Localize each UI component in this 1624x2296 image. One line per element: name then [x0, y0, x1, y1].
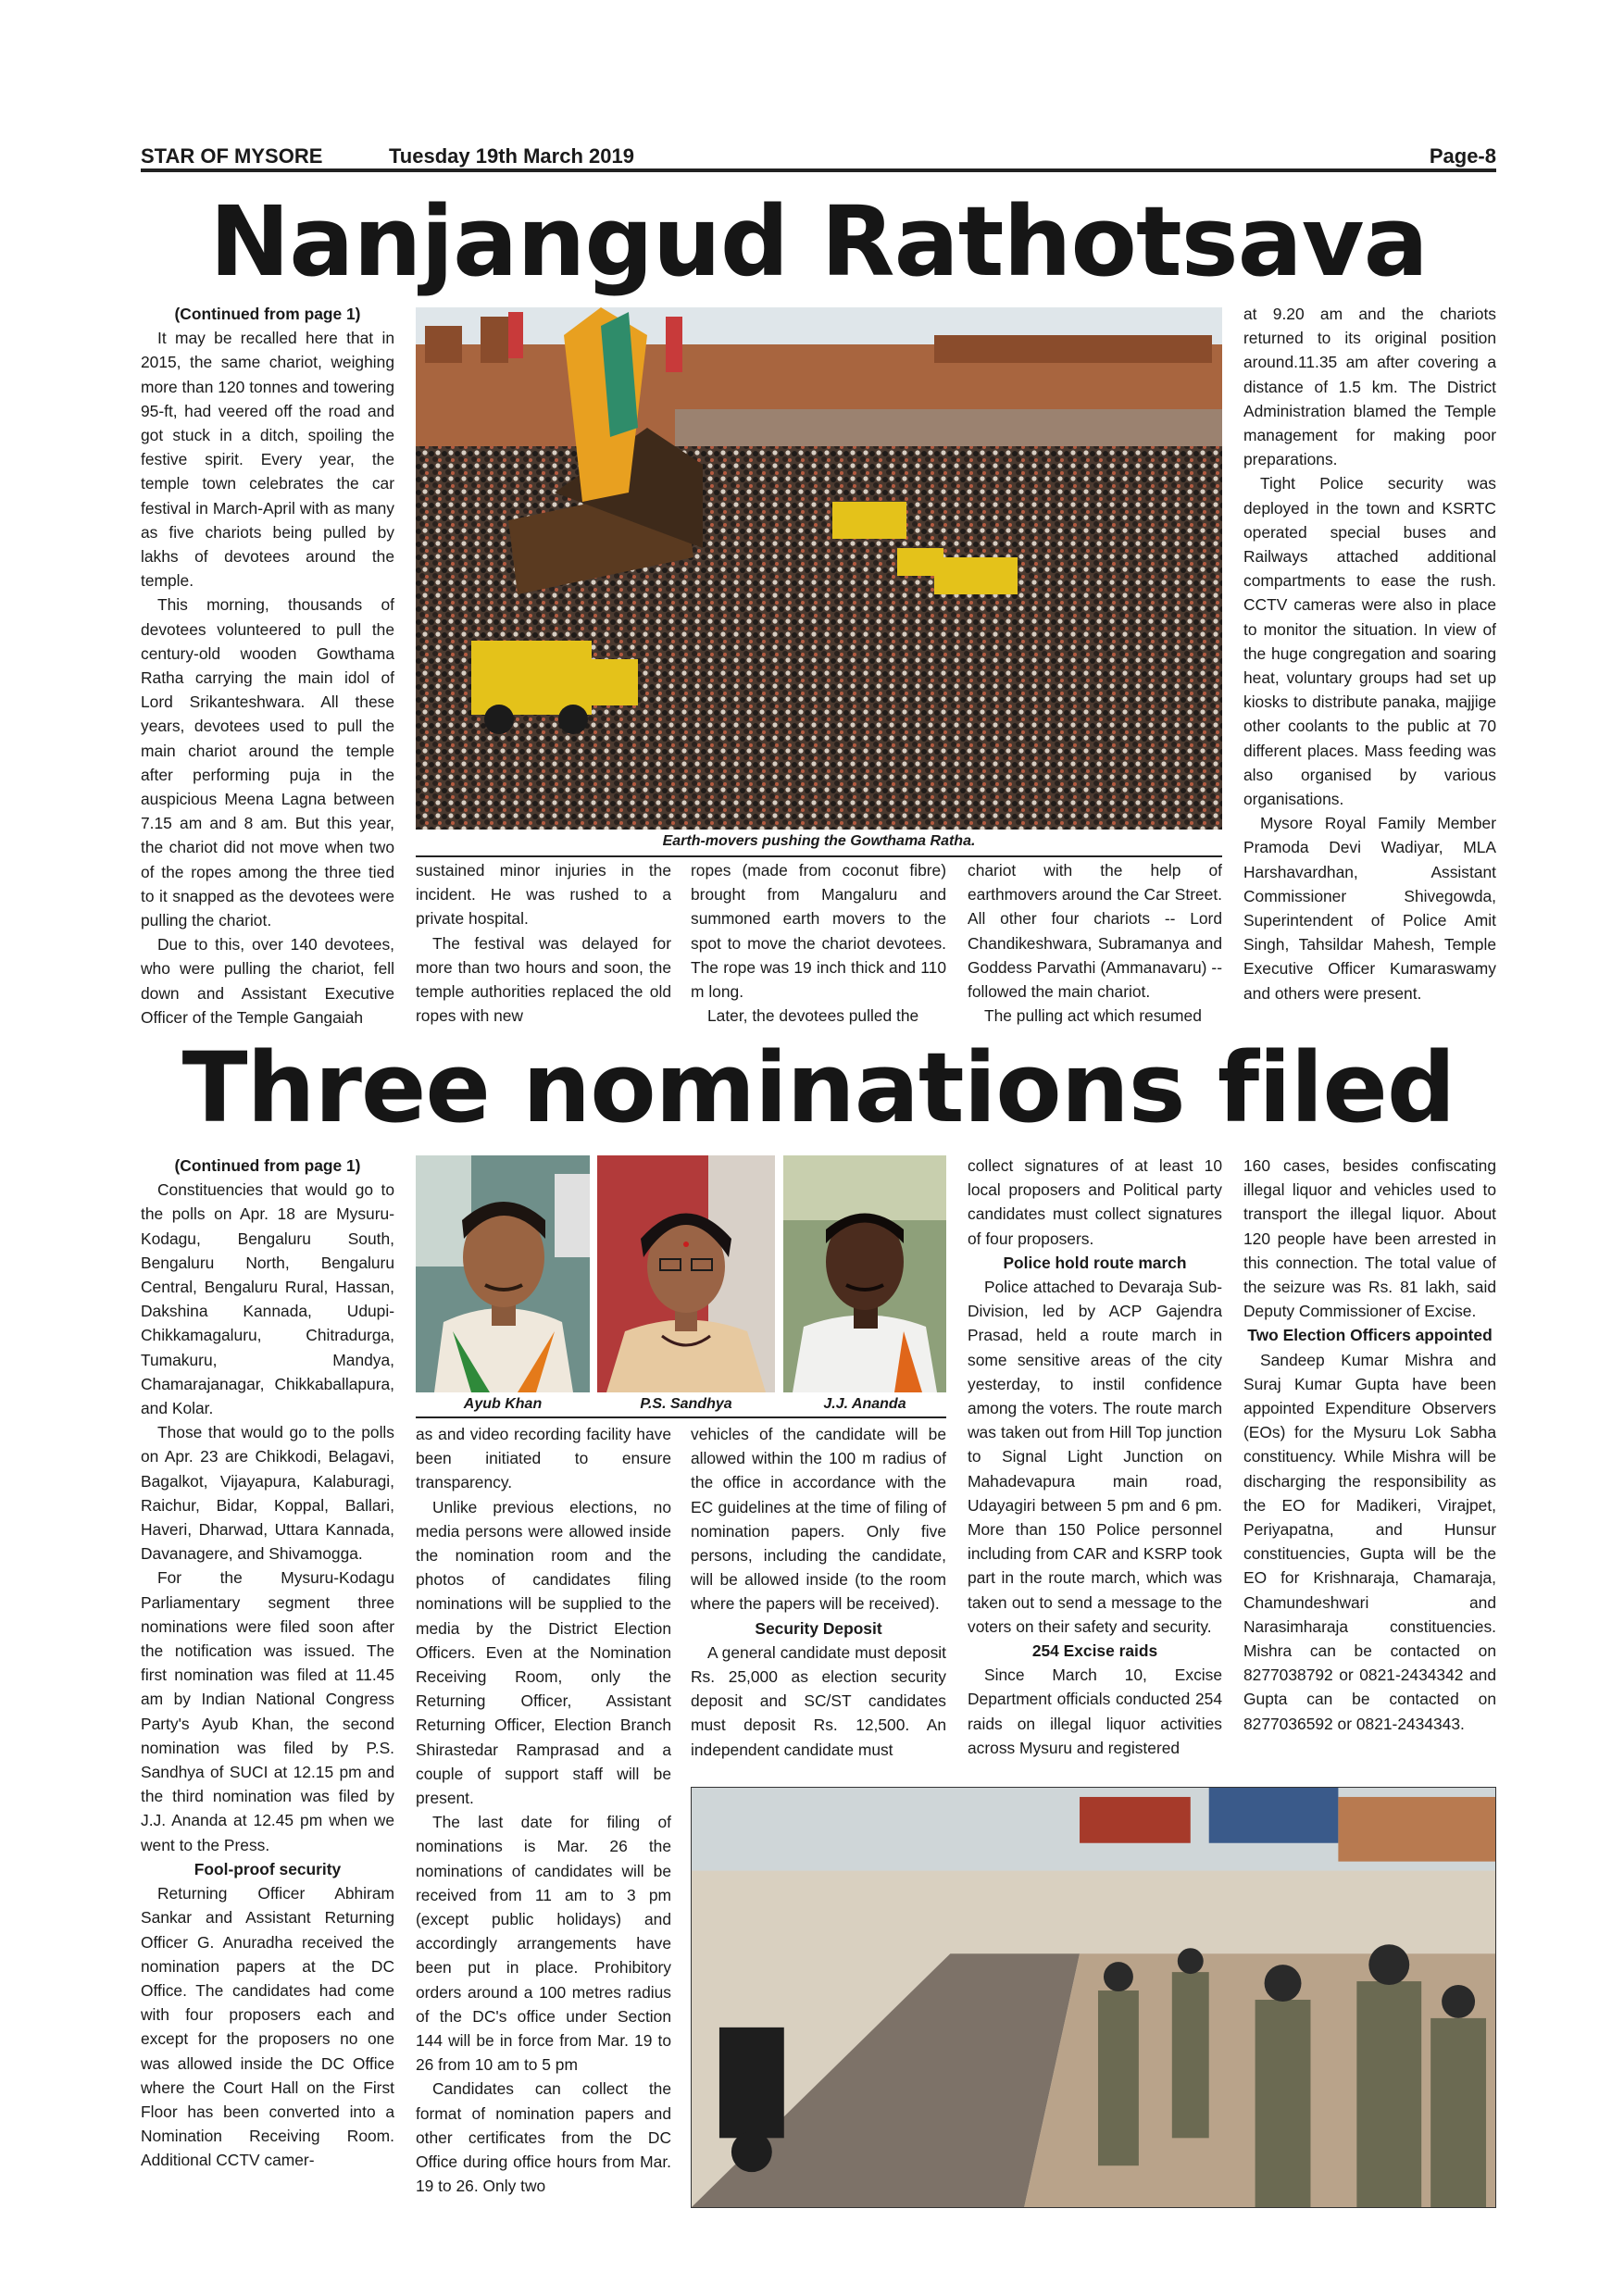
paragraph: Unlike previous elections, no media persons were allowed inside the nomination room and the photos of candidates filing nominations will be supplied to the media by the District Election Officers. Even at the Nomination Receiving Room, only the Returning Officer, Assistant Returning Officer, Election Branch Shirastedar Ramprasad and a couple of support staff will be present.	[416, 1497, 671, 1808]
article1-column-4	[968, 858, 1222, 1034]
paragraph: It may be recalled here that in 2015, the same chariot, weighing more than 120 tonnes and towering 95-ft, had veered off the road and got stuck in a ditch, spoiling the festive spirit. Every year, the temple town celebrates the car festival in March-April with as many as five chariots being pulled by lakhs of devotees around the temple.	[141, 329, 394, 591]
paragraph: Tight Police security was deployed in the town and KSRTC operated special buses and Railways attached additional compartments to ease the rush. CCTV cameras were also in place to monitor the situation. In view of the huge congregation and soaring heat, voluntary groups had set up kiosks to distribute panaka, majjige other coolants to the public at 70 different places. Mass feeding was also organised by various organisations.	[1243, 474, 1496, 809]
paragraph: Candidates can collect the format of nomination papers and other certificates from the DC Office during office hours from Mar. 19 to 26. Only two	[416, 2079, 671, 2196]
caption-rule	[416, 1416, 946, 1418]
continued-label: (Continued from page 1)	[174, 1156, 361, 1175]
article1-column-1	[141, 302, 394, 1033]
paragraph: sustained minor injuries in the incident. He was rushed to a private hospital.	[416, 861, 671, 929]
candidate-caption: P.S. Sandhya	[640, 1396, 732, 1412]
paragraph: 160 cases, besides confiscating illegal liquor and vehicles used to transport the illegal liquor. About 120 people have been arrested in this connection. The total value of the seizure was Rs. 81 lakh, said Deputy Commissioner of Excise.	[1243, 1156, 1496, 1321]
paragraph: A general candidate must deposit Rs. 25,000 as election security deposit and SC/ST candidates must deposit Rs. 12,500. An independent candidate must	[691, 1642, 946, 1759]
article2-column-2	[416, 1422, 671, 2202]
paragraph: chariot with the help of earthmovers around the Car Street. All other four chariots -- Lord Chandikeshwara, Subramanya and Goddess Parvathi (Ammanavaru) -- followed the main chariot.	[968, 861, 1222, 1002]
candidate-caption: Ayub Khan	[463, 1396, 543, 1412]
article1-column-5	[1243, 302, 1496, 1033]
subheading-security-deposit: Security Deposit	[755, 1618, 882, 1638]
headline-rathotsava: Nanjangud Rathotsava	[209, 185, 1428, 298]
paragraph: Constituencies that would go to the polls on Apr. 18 are Mysuru-Kodagu, Bengaluru South, Bengaluru North, Bengaluru Central, Bengaluru Rural, Hassan, Dakshina Kannada, Udupi-Chikkamagaluru, Chitradurga, Tumakuru, Mandya, Chamarajanagar, Chikkaballapura, and Kolar.	[141, 1180, 394, 1418]
candidate-photo-jj-ananda	[783, 1155, 946, 1392]
paragraph: vehicles of the candidate will be allowed within the 100 m radius of the office in accordance with the EC guidelines at the time of filing of nomination papers. Only five persons, including the candidate, will be allowed inside (to the room where the papers will be received).	[691, 1425, 946, 1614]
candidate-photo-ayub-khan	[416, 1155, 590, 1392]
article1-column-2	[416, 858, 671, 1034]
paragraph: The festival was delayed for more than two hours and soon, the temple authorities replaced the old ropes with new	[416, 933, 671, 1026]
candidate-caption: J.J. Ananda	[823, 1396, 906, 1412]
candidate-photo-ps-sandhya	[597, 1155, 775, 1392]
paragraph: The pulling act which resumed	[984, 1006, 1202, 1026]
issue-date: Tuesday 19th March 2019	[389, 144, 634, 168]
subheading-route-march: Police hold route march	[1003, 1253, 1187, 1272]
headline-nominations: Three nominations filed	[181, 1031, 1455, 1144]
article2-column-1	[141, 1154, 394, 2202]
paragraph: collect signatures of at least 10 local proposers and Political party candidates must collect signatures of four proposers.	[968, 1156, 1222, 1248]
paragraph: Returning Officer Abhiram Sankar and Assistant Returning Officer G. Anuradha received the nomination papers at the DC Office. The candidates had come with four proposers each and except for the proposers no one was allowed inside the DC Office where the Court Hall on the First Floor has been converted into a Nomination Receiving Room. Additional CCTV camer-	[141, 1884, 394, 2170]
paragraph: Mysore Royal Family Member Pramoda Devi Wadiyar, MLA Harshavardhan, Assistant Commissioner Shivegowda, Superintendent of Police Amit Singh, Tahsildar Mahesh, Temple Executive Officer Kumaraswamy and others were present.	[1243, 814, 1496, 1003]
paragraph: Those that would go to the polls on Apr. 23 are Chikkodi, Belagavi, Bagalkot, Vijayapura, Kalaburagi, Raichur, Bidar, Koppal, Ballari, Haveri, Dharwad, Uttara Kannada, Davanagere, and Shivamogga.	[141, 1423, 394, 1564]
paragraph: Police attached to Devaraja Sub-Division, led by ACP Gajendra Prasad, held a route march in some sensitive areas of the city yesterday, to instil confidence among the voters. The route march was taken out from Hill Top junction to Signal Light Junction on Mahadevapura main road, Udayagiri between 5 pm and 6 pm. More than 150 Police personnel including from CAR and KSRP took part in the route march, which was taken out to send a message to the voters on their safety and security.	[968, 1278, 1222, 1636]
subheading-foolproof-security: Fool-proof security	[194, 1859, 342, 1878]
page-header	[141, 144, 1496, 172]
paragraph: For the Mysuru-Kodagu Parliamentary segment three nominations were filed soon after the notification was issued. The first nomination was filed at 11.45 am by Indian National Congress Party's Ayub Khan, the second nomination was filed by P.S. Sandhya of SUCI at 12.15 pm and the third nomination was filed by J.J. Ananda at 12.45 pm when we went to the Press.	[141, 1568, 394, 1854]
police-route-march-photo	[691, 1787, 1496, 2208]
paragraph: as and video recording facility have been initiated to ensure transparency.	[416, 1425, 671, 1492]
continued-label: (Continued from page 1)	[174, 305, 361, 323]
publication-name: STAR OF MYSORE	[141, 144, 323, 168]
paragraph: at 9.20 am and the chariots returned to its original position around.11.35 am after covering a distance of 1.5 km. The District Administration blamed the Temple management for making poor preparations.	[1243, 305, 1496, 469]
page-number: Page-8	[1429, 144, 1496, 168]
article2-column-4	[968, 1154, 1222, 1783]
paragraph: Later, the devotees pulled the	[707, 1006, 919, 1026]
subheading-excise-raids: 254 Excise raids	[1031, 1641, 1158, 1661]
paragraph: Sandeep Kumar Mishra and Suraj Kumar Gupta have been appointed Expenditure Observers (EOs) for the Mysuru Lok Sabha constituency. While Mishra will be discharging the responsibility as the EO for Madikeri, Virajpet, Periyapatna, and Hunsur constituencies, Gupta will be the EO for Krishnaraja, Chamaraja, Chamundeshwari and Narasimharaja constituencies. Mishra can be contacted on 8277038792 or 0821-2434342 and Gupta can be contacted on 8277036592 or 0821-2434343.	[1243, 1350, 1496, 1733]
paragraph: ropes (made from coconut fibre) brought from Mangaluru and summoned earth movers to the spot to move the chariot devotees. The rope was 19 inch thick and 110 m long.	[691, 861, 946, 1002]
paragraph: The last date for filing of nominations is Mar. 26 the nominations of candidates will be received from 11 am to 3 pm (except public holidays) and accordingly arrangements have been put in place. Prohibitory orders around a 100 metres radius of the DC's office under Section 144 will be in force from Mar. 19 to 26 from 10 am to 5 pm	[416, 1813, 671, 2075]
subheading-election-officers: Two Election Officers appointed	[1247, 1326, 1493, 1345]
article2-column-3	[691, 1422, 946, 1783]
article2-column-5	[1243, 1154, 1496, 1792]
photo-caption: Earth-movers pushing the Gowthama Ratha.	[416, 833, 1222, 857]
paragraph: This morning, thousands of devotees volunteered to pull the century-old wooden Gowthama Ratha carrying the main idol of Lord Srikanteshwara. All these years, devotees used to pull the main chariot around the temple after performing puja in the auspicious Meena Lagna between 7.15 am and 8 am. But this year, the chariot did not move when two of the ropes among the three tied to it snapped as the devotees were pulling the chariot.	[141, 595, 394, 930]
paragraph: Since March 10, Excise Department officials conducted 254 raids on illegal liquor activities across Mysuru and registered	[968, 1666, 1222, 1757]
paragraph: Due to this, over 140 devotees, who were pulling the chariot, fell down and Assistant Executive Officer of the Temple Gangaiah	[141, 935, 394, 1027]
article1-column-3	[691, 858, 946, 1034]
chariot-festival-photo	[416, 307, 1222, 830]
